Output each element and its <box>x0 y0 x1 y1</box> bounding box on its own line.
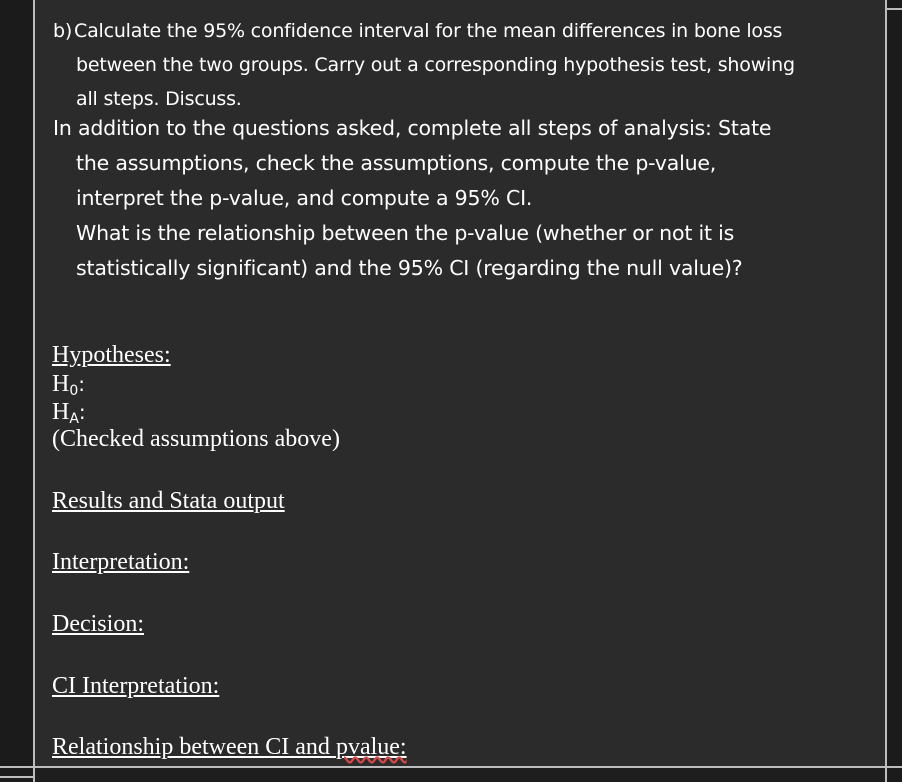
table-border-bottom <box>0 766 902 768</box>
alternative-hypothesis-symbol: H <box>52 399 70 425</box>
null-hypothesis-subscript: 0 <box>69 383 79 399</box>
instructions-line: interpret the p-value, and compute a 95% CI. <box>76 186 533 210</box>
decision-heading: Decision: <box>52 611 144 637</box>
spelling-flagged-word[interactable]: pvalue: <box>335 734 407 760</box>
hypotheses-heading: Hypotheses: <box>52 342 171 368</box>
table-border-top-right <box>885 8 902 10</box>
interpretation-heading: Interpretation: <box>52 549 190 575</box>
question-line: Calculate the 95% confidence interval for the mean differences in bone loss <box>74 20 783 42</box>
left-margin <box>0 0 33 782</box>
null-hypothesis-line[interactable] <box>52 371 85 399</box>
ci-interpretation-heading: CI Interpretation: <box>52 673 220 699</box>
instructions-line: In addition to the questions asked, complete all steps of analysis: State <box>53 116 772 140</box>
question-label: b) <box>53 20 73 42</box>
results-heading: Results and Stata output <box>52 488 285 514</box>
null-hypothesis-colon: : <box>78 372 86 396</box>
alternative-hypothesis-subscript: A <box>69 411 79 427</box>
instructions-line: the assumptions, check the assumptions, compute the p-value, <box>76 151 717 175</box>
instructions-line: statistically significant) and the 95% CI (regarding the null value)? <box>76 256 743 280</box>
relationship-heading <box>52 734 407 761</box>
question-text <box>76 14 876 116</box>
instructions-line: What is the relationship between the p-value (whether or not it is <box>76 221 735 245</box>
relationship-heading-text: Relationship between CI and <box>52 734 336 760</box>
table-border-bottom-left <box>0 776 35 778</box>
instructions-text <box>76 146 742 286</box>
alternative-hypothesis-line[interactable] <box>52 399 86 427</box>
right-margin <box>887 0 902 782</box>
question-line: between the two groups. Carry out a corresponding hypothesis test, showing <box>76 54 795 76</box>
question-line: all steps. Discuss. <box>76 88 242 110</box>
null-hypothesis-symbol: H <box>52 371 70 397</box>
assumptions-note: (Checked assumptions above) <box>52 426 340 452</box>
alternative-hypothesis-colon: : <box>78 400 86 424</box>
